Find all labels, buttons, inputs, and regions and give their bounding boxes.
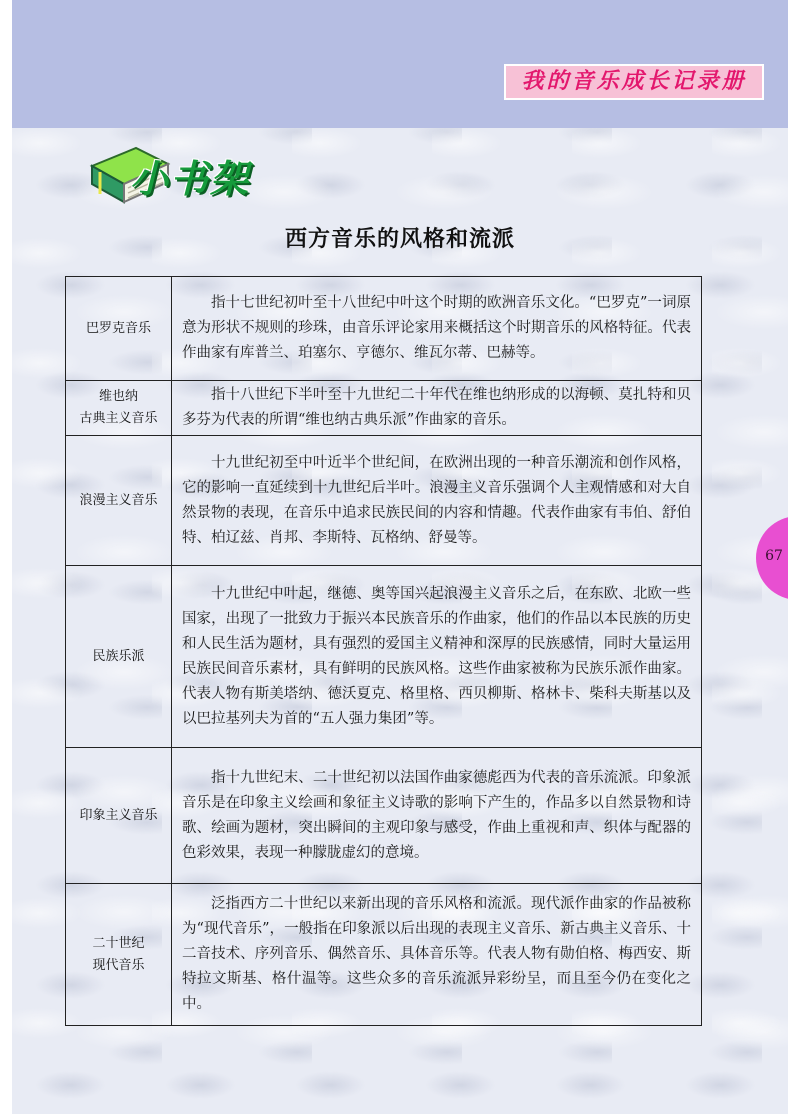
- page-number: 67: [765, 548, 783, 564]
- style-description: 指十八世纪下半叶至十九世纪二十年代在维也纳形成的以海顿、莫扎特和贝多芬为代表的所谓“维也纳古典乐派”作曲家的音乐。: [182, 387, 691, 428]
- style-name: 古典主义音乐: [79, 411, 158, 426]
- style-name-cell: [66, 381, 172, 436]
- style-name: 现代音乐: [92, 957, 145, 973]
- style-description-cell: [172, 277, 702, 381]
- style-description: 十九世纪初至中叶近半个世纪间，在欧洲出现的一种音乐潮流和创作风格，它的影响一直延续到十九世纪后半叶。浪漫主义音乐强调个人主观情感和对大自然景物的表现，在音乐中追求民族民间的内容和情趣。代表作曲家有韦伯、舒伯特、柏辽兹、肖邦、李斯特、瓦格纳、舒曼等。: [182, 454, 691, 546]
- table-row: [66, 566, 702, 748]
- style-description-cell: [172, 884, 702, 1026]
- style-name-cell: [66, 277, 172, 381]
- article-title: 西方音乐的风格和流派: [284, 226, 515, 252]
- style-description: 十九世纪中叶起，继德、奥等国兴起浪漫主义音乐之后，在东欧、北欧一些国家，出现了一批致力于振兴本民族音乐的作曲家，他们的作品以本民族的历史和人民生活为题材，具有强烈的爱国主义精神和深厚的民族感情，同时大量运用民族民间音乐素材，具有鲜明的民族风格。这些作曲家被称为民族乐派作曲家。代表人物有斯美塔纳、德沃夏克、格里格、西贝柳斯、格林卡、柴科夫斯基以及以巴拉基列夫为首的“五人强力集团”等。: [182, 585, 691, 727]
- style-name: 维也纳: [98, 389, 138, 404]
- shelf-title: 小书架: [130, 157, 251, 201]
- style-description: 指十七世纪初叶至十八世纪中叶这个时期的欧洲音乐文化。“巴罗克”一词原意为形状不规则的珍珠，由音乐评论家用来概括这个时期音乐的风格特征。代表作曲家有库普兰、珀塞尔、亨德尔、维瓦尔蒂、巴赫等。: [182, 295, 691, 361]
- book-title: 我的音乐成长记录册: [504, 64, 764, 100]
- table-row: [66, 884, 702, 1026]
- style-name: 印象主义音乐: [79, 807, 158, 823]
- table-row: [66, 436, 702, 566]
- style-description: 指十九世纪末、二十世纪初以法国作曲家德彪西为代表的音乐流派。印象派音乐是在印象主义绘画和象征主义诗歌的影响下产生的，作品多以自然景物和诗歌、绘画为题材，突出瞬间的主观印象与感受，作曲上重视和声、织体与配器的色彩效果，表现一种朦胧虚幻的意境。: [182, 769, 691, 861]
- table-row: [66, 748, 702, 884]
- style-description-cell: [172, 436, 702, 566]
- table-row: [66, 381, 702, 436]
- style-description-cell: [172, 381, 702, 436]
- music-styles-table: [65, 276, 702, 1026]
- style-name: 浪漫主义音乐: [79, 492, 158, 508]
- style-name-cell: [66, 748, 172, 884]
- style-name: 二十世纪: [92, 935, 145, 951]
- style-description: 泛指西方二十世纪以来新出现的音乐风格和流派。现代派作曲家的作品被称为“现代音乐”，一般指在印象派以后出现的表现主义音乐、新古典主义音乐、十二音技术、序列音乐、偶然音乐、具体音乐等。代表人物有勋伯格、梅西安、斯特拉文斯基、格什温等。这些众多的音乐流派异彩纷呈，而且至今仍在变化之中。: [182, 896, 691, 1012]
- style-name-cell: [66, 436, 172, 566]
- style-name: 巴罗克音乐: [85, 320, 151, 336]
- style-name-cell: [66, 884, 172, 1026]
- style-name: 民族乐派: [92, 648, 145, 664]
- style-description-cell: [172, 566, 702, 748]
- style-name-cell: [66, 566, 172, 748]
- style-description-cell: [172, 748, 702, 884]
- table-row: [66, 277, 702, 381]
